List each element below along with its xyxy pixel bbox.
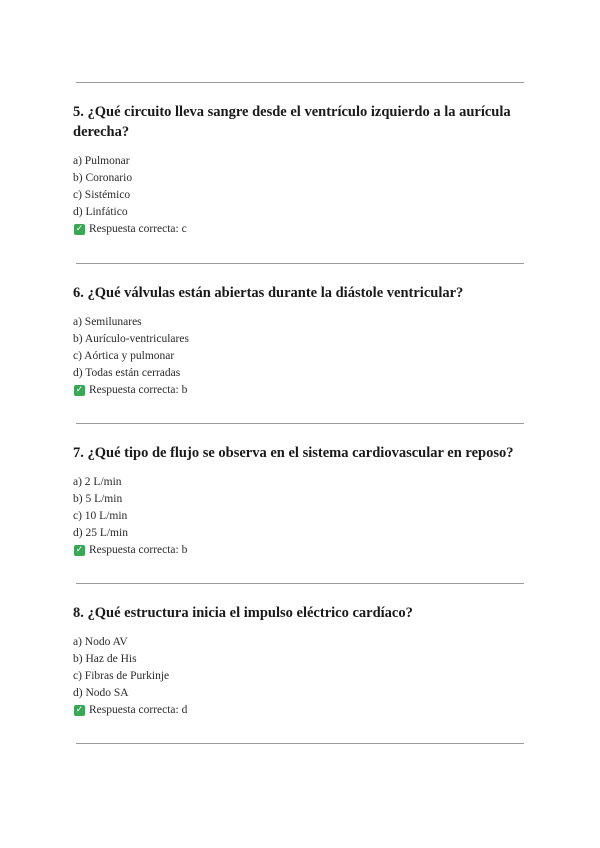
option-c: c) Fibras de Purkinje — [73, 670, 170, 682]
divider-line — [76, 743, 524, 744]
divider-line — [76, 583, 524, 584]
question-title: 7. ¿Qué tipo de flujo se observa en el sistema cardiovascular en reposo? — [73, 445, 514, 461]
question-title: 8. ¿Qué estructura inicia el impulso eléctrico cardíaco? — [73, 605, 413, 621]
check-mark-icon: ✓ — [75, 224, 84, 234]
correct-answer-text: Respuesta correcta: b — [89, 384, 188, 396]
option-d: d) Todas están cerradas — [73, 367, 181, 379]
option-c: c) Sistémico — [73, 189, 131, 201]
correct-answer — [73, 382, 528, 399]
correct-answer — [73, 221, 528, 238]
option-d: d) Nodo SA — [73, 687, 129, 699]
option-d: d) 25 L/min — [73, 527, 128, 539]
correct-answer-text: Respuesta correcta: c — [89, 223, 187, 235]
check-mark-icon: ✓ — [75, 385, 84, 395]
divider-line — [76, 423, 524, 424]
correct-answer-text: Respuesta correcta: d — [89, 704, 188, 716]
option-b: b) Haz de His — [73, 653, 137, 665]
divider-line — [76, 263, 524, 264]
question-title: 5. ¿Qué circuito lleva sangre desde el ventrículo izquierdo a la aurícula derecha? — [73, 104, 511, 140]
option-d: d) Linfático — [73, 206, 128, 218]
question-8 — [73, 603, 528, 719]
option-b: b) 5 L/min — [73, 493, 123, 505]
question-7 — [73, 443, 528, 559]
option-c: c) 10 L/min — [73, 510, 128, 522]
option-a: a) 2 L/min — [73, 476, 122, 488]
correct-answer-text: Respuesta correcta: b — [89, 544, 188, 556]
correct-answer — [73, 702, 528, 719]
check-mark-icon: ✓ — [75, 705, 84, 715]
correct-answer — [73, 542, 528, 559]
option-b: b) Coronario — [73, 172, 133, 184]
option-c: c) Aórtica y pulmonar — [73, 350, 175, 362]
question-title: 6. ¿Qué válvulas están abiertas durante la diástole ventricular? — [73, 285, 464, 301]
question-5 — [73, 102, 528, 238]
question-6 — [73, 283, 528, 399]
option-a: a) Semilunares — [73, 316, 142, 328]
option-a: a) Pulmonar — [73, 155, 130, 167]
divider-line — [76, 82, 524, 83]
check-mark-icon: ✓ — [75, 545, 84, 555]
option-a: a) Nodo AV — [73, 636, 128, 648]
option-b: b) Aurículo-ventriculares — [73, 333, 189, 345]
